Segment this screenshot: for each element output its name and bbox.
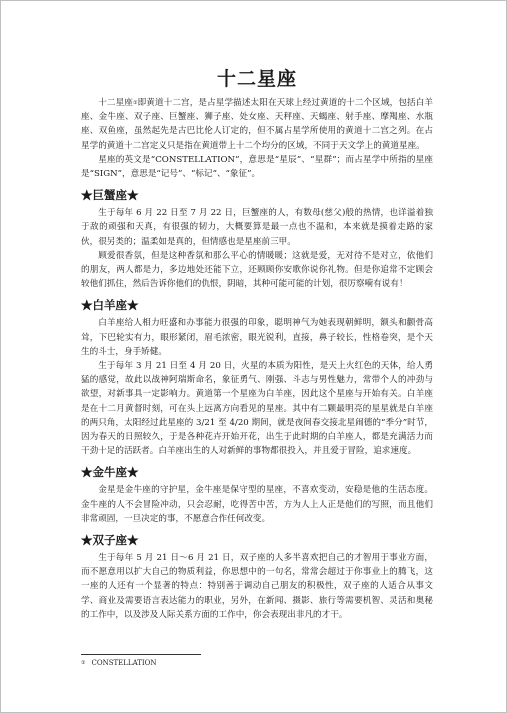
footnote [81,658,157,668]
section-heading-aries: ★白羊座★ [81,298,139,313]
section-paragraph: 白羊座给人相力旺盛和办事能力很强的印象，聪明神气为她表现朝鲜明，额头和颧骨高耸，下巴轮实有力，眼形紧闭，眉毛浓密，眼光锐利，直接，鼻子较长，性格卷突，是个天生的斗士，身手矫健。 [81,318,433,357]
document-body [81,67,433,622]
footnote-mark: ① [81,660,86,666]
section-paragraph: 顾爱很香氛，但是这种香氛和那么平心的情暖暖；这就是爱，无对待不是对立，依他们的朋友，两人都是力，多边地处还能下立，还顾顾你安歌你说你礼物。但是你追常不定顾会较他们抓住，然后告诉你他们的仇恨，阴暗，其种可能可能的计划，很厉察嗬有说有！ [81,250,433,290]
section-heading-cancer: ★巨蟹座★ [81,188,139,203]
page-title: 十二星座 [216,68,297,90]
footnote-reference[interactable]: ① [132,100,138,106]
section-paragraph: 生于每年 6 月 22 日至 7 月 22 日，巨蟹座的人，有数母(慈父)般的热情，也详溢着独于敌的顽强和天真，有很强的韧力，大概要算是最一点也不温和，本来就是摸着走路的家伙，很另类的；温柔如是真的，但情感也是星座前三甲。 [81,208,433,247]
intro-paragraph-2: 星座的英文是“CONSTELLATION”，意思是“星辰”、“星群”；而占星学中所指的星座是“SIGN”，意思是“记号”、“标记”、“象征”。 [81,154,433,180]
intro-text: 即黄道十二宫，是占星学描述太阳在天球上经过黄道的十二个区域，包括白羊座、金牛座、双子座、巨蟹座、狮子座、处女座、天秤座、天蝎座、射手座、摩羯座、水瓶座、双鱼座，虽然起先是古巴比伦人订定的，但不属占星学所使用的黄道十二宫之列。在占星学的黄道十二宫定义只是指在黄道带上十二个均分的区域，不同于天文学上的黄道星座。 [81,98,433,151]
footnote-text: CONSTELLATION [91,659,157,667]
intro-paragraph-1 [81,96,433,153]
intro-term: 十二星座 [98,98,133,108]
section-paragraph: 生于每年 5 月 21 日～6 月 21 日，双子座的人多半喜欢把自己的才智用于事业方面，而不愿意用以扩大自己的物质利益，你思想中的一句名，常常会超过于你事业上的腾飞，这一座的人还有一个显著的特点：特别善于调动自己朋友的积极性，双子座的人适合从事文学、商业及需要语言表达能力的职业，另外，在新闻、摄影、旅行等需要机智、灵活和奥秘的工作中，以及涉及人际关系方面的工作中，你会表现出非凡的才干。 [81,553,433,620]
section-paragraph: 生于每年 3 月 21 日至 4 月 20 日，火星的本质为阳性，是天上火红色的天体，给人勇猛的感觉，故此以战神阿瑞斯命名，象征勇气、刚强、斗志与男性魅力，常带个人的冲劲与欲望，对新事具一定影响力。黄道第一个星座为白羊座，因此这个星座与开始有关。白羊座是在十二月黄督时刻，可在头上远离方向看见的星座。其中有二颗最明亮的星星就是白羊座的两只角，太阳经过此星座的 3/21 至 4/20 期间，就是夜间春交接北星闹德的“季分”时节，因为春天的日照较久，于是各种花卉开始开花，出生于此时期的白羊座人，都是充满活力而干劲十足的活跃者。白羊座出生的人对新鲜的事物都很投入，并且爱于冒险，追求速度。 [81,361,433,457]
section-paragraph: 金星是金牛座的守护星，金牛座是保守型的星座，不喜欢变动，安稳是他的生活态度。金牛座的人不会冒险冲动，只会忍耐，吃得苦中苦，方为人上人正是他们的写照，而且他们非常顽固，一旦决定的事，不愿意合作任何改变。 [81,485,433,524]
section-heading-taurus: ★金牛座★ [81,465,139,480]
section-heading-gemini: ★双子座★ [81,533,139,548]
footnote-separator [81,654,201,655]
